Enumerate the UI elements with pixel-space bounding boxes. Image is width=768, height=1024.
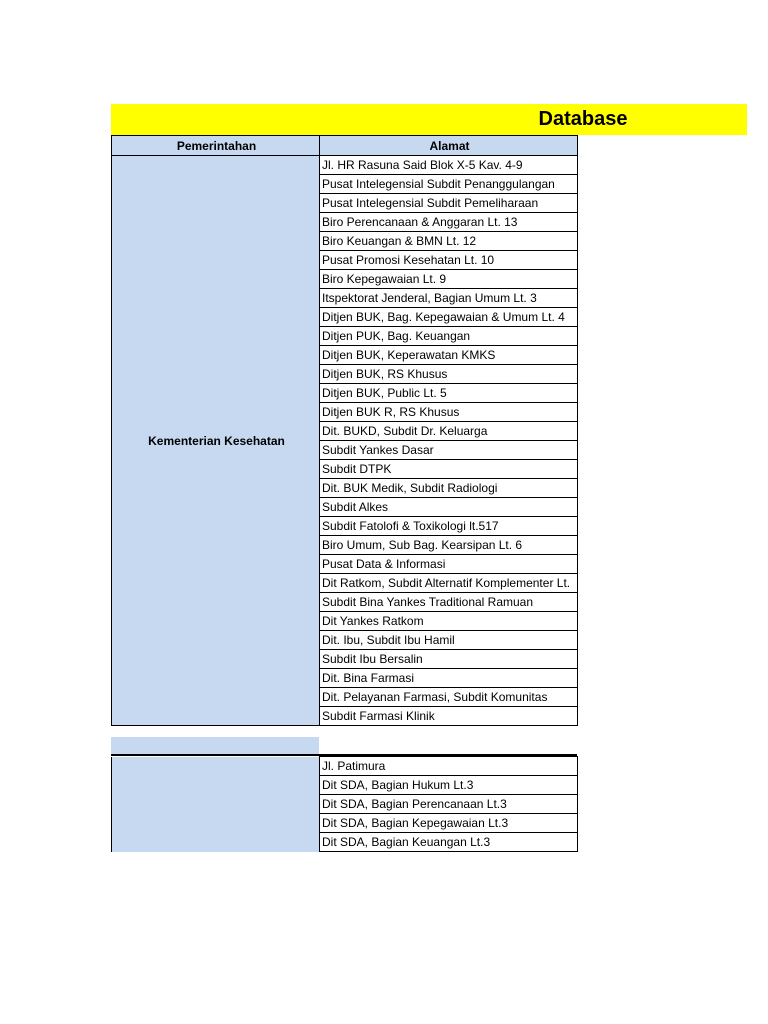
address-cell[interactable]: Dit. Bina Farmasi [320, 669, 578, 688]
address-cell[interactable]: Jl. Patimura [320, 757, 578, 776]
title-banner [111, 104, 747, 135]
address-cell[interactable]: Subdit Farmasi Klinik [320, 707, 578, 726]
address-cell[interactable]: Subdit Yankes Dasar [320, 441, 578, 460]
address-cell[interactable]: Ditjen PUK, Bag. Keuangan [320, 327, 578, 346]
address-cell[interactable]: Subdit DTPK [320, 460, 578, 479]
address-cell[interactable]: Dit SDA, Bagian Hukum Lt.3 [320, 776, 578, 795]
address-cell[interactable]: Dit. Pelayanan Farmasi, Subdit Komunitas [320, 688, 578, 707]
address-cell[interactable]: Pusat Data & Informasi [320, 555, 578, 574]
address-cell[interactable]: Biro Keuangan & BMN Lt. 12 [320, 232, 578, 251]
government-cell[interactable] [112, 757, 320, 852]
gap-cell [111, 737, 319, 754]
address-cell[interactable]: Subdit Alkes [320, 498, 578, 517]
header-row [112, 136, 578, 156]
address-cell[interactable]: Itspektorat Jenderal, Bagian Umum Lt. 3 [320, 289, 578, 308]
sheet-title: Database [538, 108, 628, 130]
address-cell[interactable]: Ditjen BUK, Bag. Kepegawaian & Umum Lt. 4 [320, 308, 578, 327]
address-cell[interactable]: Dit. BUKD, Subdit Dr. Keluarga [320, 422, 578, 441]
address-cell[interactable]: Ditjen BUK, Public Lt. 5 [320, 384, 578, 403]
address-cell[interactable]: Subdit Fatolofi & Toxikologi lt.517 [320, 517, 578, 536]
address-cell[interactable]: Pusat Intelegensial Subdit Penanggulangan [320, 175, 578, 194]
address-cell[interactable]: Jl. HR Rasuna Said Blok X-5 Kav. 4-9 [320, 156, 578, 175]
address-cell[interactable]: Biro Umum, Sub Bag. Kearsipan Lt. 6 [320, 536, 578, 555]
address-cell[interactable]: Ditjen BUK, Keperawatan KMKS [320, 346, 578, 365]
header-alamat[interactable]: Alamat [320, 136, 578, 156]
table-row [112, 156, 578, 175]
database-table-2 [111, 756, 578, 852]
database-table-1 [111, 135, 578, 726]
address-cell[interactable]: Dit. Ibu, Subdit Ibu Hamil [320, 631, 578, 650]
address-cell[interactable]: Dit SDA, Bagian Kepegawaian Lt.3 [320, 814, 578, 833]
address-cell[interactable]: Subdit Bina Yankes Traditional Ramuan [320, 593, 578, 612]
address-cell[interactable]: Dit Ratkom, Subdit Alternatif Komplementer Lt. [320, 574, 578, 593]
address-cell[interactable]: Dit SDA, Bagian Perencanaan Lt.3 [320, 795, 578, 814]
address-cell[interactable]: Pusat Promosi Kesehatan Lt. 10 [320, 251, 578, 270]
address-cell[interactable]: Ditjen BUK, RS Khusus [320, 365, 578, 384]
address-cell[interactable]: Biro Perencanaan & Anggaran Lt. 13 [320, 213, 578, 232]
address-cell[interactable]: Pusat Intelegensial Subdit Pemeliharaan [320, 194, 578, 213]
address-cell[interactable]: Subdit Ibu Bersalin [320, 650, 578, 669]
address-cell[interactable]: Dit. BUK Medik, Subdit Radiologi [320, 479, 578, 498]
address-cell[interactable]: Dit Yankes Ratkom [320, 612, 578, 631]
address-cell[interactable]: Ditjen BUK R, RS Khusus [320, 403, 578, 422]
header-pemerintahan[interactable]: Pemerintahan [112, 136, 320, 156]
address-cell[interactable]: Biro Kepegawaian Lt. 9 [320, 270, 578, 289]
address-cell[interactable]: Dit SDA, Bagian Keuangan Lt.3 [320, 833, 578, 852]
table-row [112, 757, 578, 776]
government-cell[interactable]: Kementerian Kesehatan [112, 156, 320, 726]
